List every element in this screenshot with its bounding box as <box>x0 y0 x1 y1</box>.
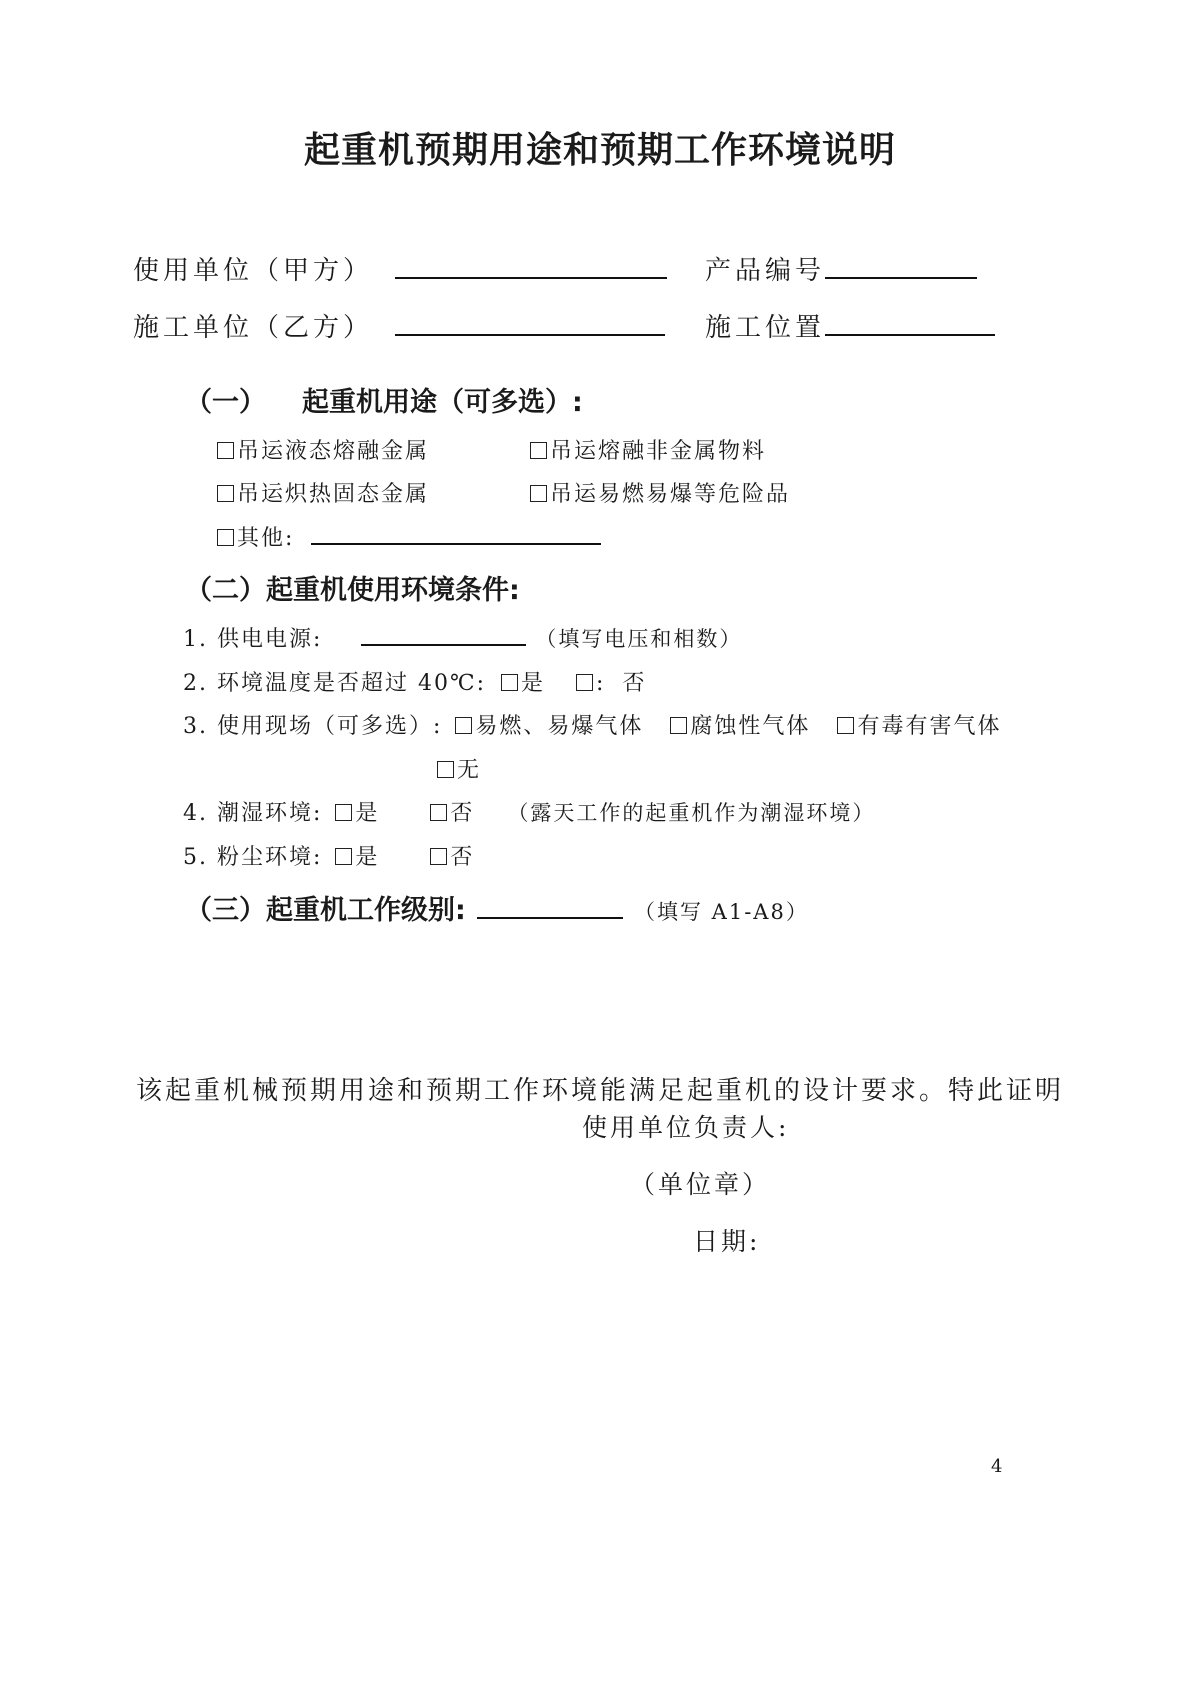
dust-no-checkbox[interactable] <box>430 848 447 865</box>
power-supply-note: （填写电压和相数） <box>535 627 743 651</box>
temperature-row: 2. 环境温度是否超过 40℃: 是 : 否 <box>183 671 647 696</box>
checkbox[interactable] <box>530 442 547 459</box>
section1-heading <box>185 380 583 419</box>
section1-heading-text: 起重机用途（可多选）: <box>302 387 583 418</box>
user-unit-label: 使用单位（甲方） <box>133 256 374 286</box>
temp-yes-checkbox[interactable] <box>501 674 518 691</box>
power-supply-field[interactable] <box>361 622 526 646</box>
section3-row <box>185 888 809 927</box>
use-option-1[interactable]: 吊运液态熔融金属 <box>217 434 429 465</box>
certification-statement: 该起重机械预期用途和预期工作环境能满足起重机的设计要求。特此证明 <box>135 1076 1064 1106</box>
site-label: 3. 使用现场（可多选）: <box>183 714 443 739</box>
construction-unit-row <box>133 307 665 344</box>
construction-location-field[interactable] <box>825 308 995 336</box>
section3-note: （填写 A1-A8） <box>634 900 809 924</box>
page-number: 4 <box>991 1456 1003 1477</box>
construction-location-row <box>705 307 995 344</box>
site-row: 3. 使用现场（可多选）: 易燃、易爆气体 腐蚀性气体 有毒有害气体 <box>183 714 1002 739</box>
page-title: 起重机预期用途和预期工作环境说明 <box>303 130 896 171</box>
section1-heading-num: （一） <box>185 387 266 418</box>
user-unit-row <box>133 250 667 287</box>
construction-unit-label: 施工单位（乙方） <box>133 313 374 343</box>
unit-seal-label: （单位章） <box>630 1170 771 1199</box>
work-class-field[interactable] <box>477 891 623 919</box>
checkbox[interactable] <box>217 485 234 502</box>
section3-heading: （三）起重机工作级别: <box>185 895 466 926</box>
humidity-label: 4. 潮湿环境: <box>183 801 323 826</box>
site-option-4-checkbox[interactable] <box>437 761 454 778</box>
responsible-person-label: 使用单位负责人: <box>582 1113 790 1142</box>
product-no-label: 产品编号 <box>705 256 826 286</box>
checkbox[interactable] <box>217 529 234 546</box>
product-no-field[interactable] <box>825 251 977 279</box>
construction-location-label: 施工位置 <box>705 313 826 343</box>
temp-no-checkbox[interactable] <box>576 674 593 691</box>
user-unit-field[interactable] <box>395 251 667 279</box>
humidity-no-checkbox[interactable] <box>430 804 447 821</box>
temperature-label: 2. 环境温度是否超过 40℃: <box>183 671 486 696</box>
power-supply-row <box>183 622 742 653</box>
dust-yes-checkbox[interactable] <box>335 848 352 865</box>
use-option-other[interactable] <box>217 521 601 552</box>
site-option-none[interactable]: 无 <box>437 753 481 784</box>
use-option-2[interactable]: 吊运熔融非金属物料 <box>530 434 766 465</box>
dust-label: 5. 粉尘环境: <box>183 845 323 870</box>
site-option-3-checkbox[interactable] <box>837 717 854 734</box>
humidity-row: 4. 潮湿环境: 是 否 （露天工作的起重机作为潮湿环境） <box>183 801 876 826</box>
power-supply-label: 1. 供电电源: <box>183 627 323 652</box>
use-option-3[interactable]: 吊运炽热固态金属 <box>217 477 429 508</box>
product-no-row <box>705 250 977 287</box>
date-label: 日期: <box>693 1227 761 1256</box>
other-label: 其他: <box>237 526 295 551</box>
checkbox[interactable] <box>530 485 547 502</box>
site-option-2-checkbox[interactable] <box>670 717 687 734</box>
use-option-4[interactable]: 吊运易燃易爆等危险品 <box>530 477 790 508</box>
other-field[interactable] <box>311 521 601 545</box>
section2-heading: （二）起重机使用环境条件: <box>185 575 520 606</box>
dust-row: 5. 粉尘环境: 是 否 <box>183 845 475 870</box>
site-option-1-checkbox[interactable] <box>455 717 472 734</box>
construction-unit-field[interactable] <box>395 308 665 336</box>
humidity-yes-checkbox[interactable] <box>335 804 352 821</box>
checkbox[interactable] <box>217 442 234 459</box>
humidity-note: （露天工作的起重机作为潮湿环境） <box>507 801 876 825</box>
